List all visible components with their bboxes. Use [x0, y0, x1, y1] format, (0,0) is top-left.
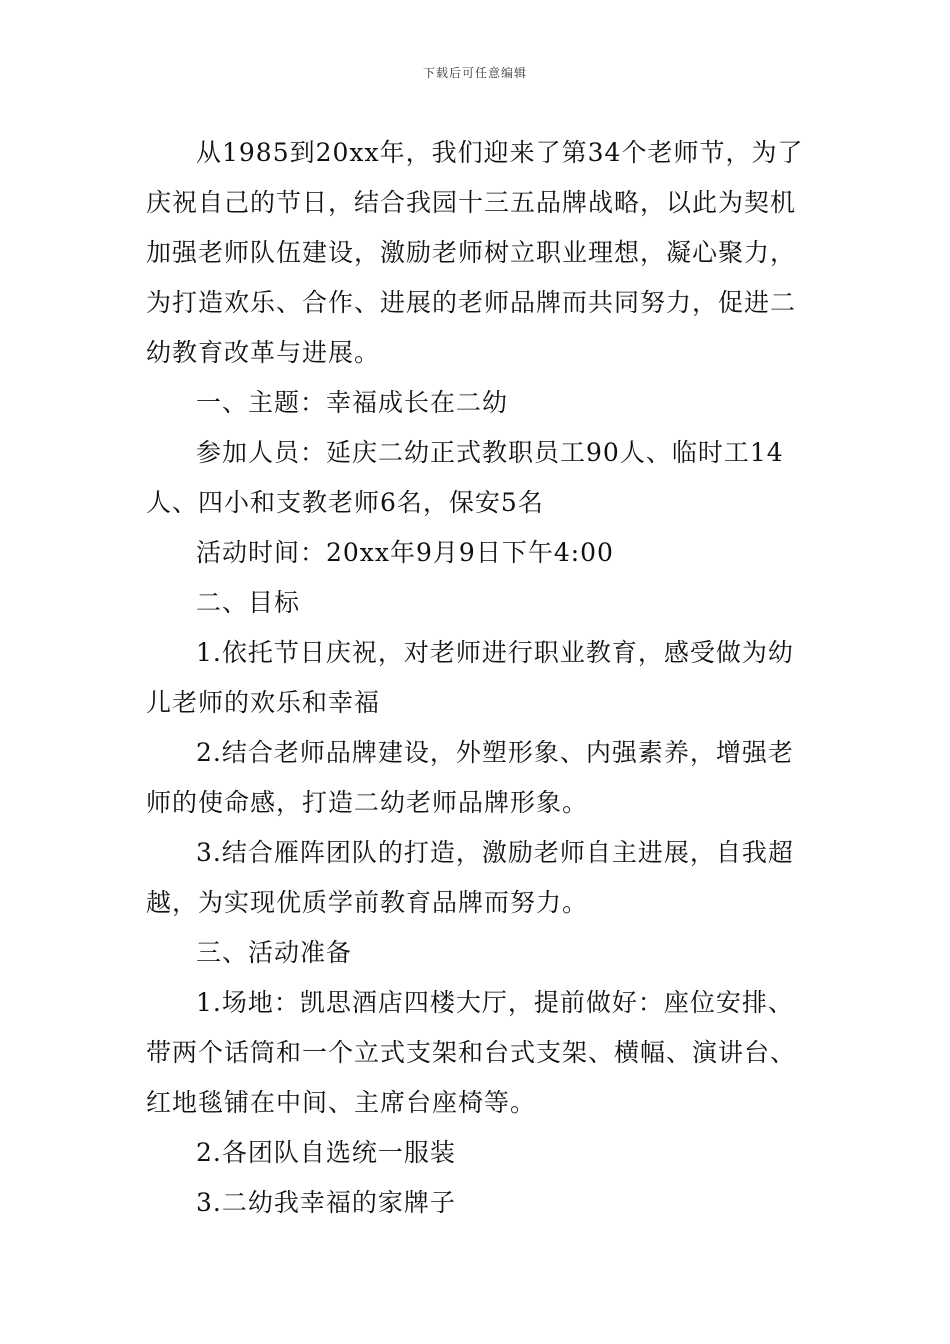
list-item-prep-3: 3.二幼我幸福的家牌子 — [196, 1188, 456, 1217]
list-item-goal-1: 1.依托节日庆祝，对老师进行职业教育，感受做为幼儿老师的欢乐和幸福 — [146, 638, 794, 717]
paragraph-participants: 参加人员：延庆二幼正式教职员工90人、临时工14人、四小和支教老师6名，保安5名 — [146, 438, 784, 517]
list-item-prep-2: 2.各团队自选统一服装 — [196, 1138, 456, 1167]
heading-theme: 一、主题：幸福成长在二幼 — [196, 388, 509, 417]
heading-preparation: 三、活动准备 — [196, 938, 353, 967]
list-item-goal-3: 3.结合雁阵团队的打造，激励老师自主进展，自我超越，为实现优质学前教育品牌而努力。 — [146, 838, 794, 917]
page-header-note: 下载后可任意编辑 — [422, 66, 527, 80]
list-item-goal-2: 2.结合老师品牌建设，外塑形象、内强素养，增强老师的使命感，打造二幼老师品牌形象。 — [146, 738, 794, 817]
document-body — [146, 128, 816, 1228]
heading-goals: 二、目标 — [196, 588, 301, 617]
paragraph-intro: 从1985到20xx年，我们迎来了第34个老师节，为了庆祝自己的节日，结合我园十三五品牌战略，以此为契机加强老师队伍建设，激励老师树立职业理想，凝心聚力，为打造欢乐、合作、进展的老师品牌而共同努力，促进二幼教育改革与进展。 — [146, 138, 804, 367]
list-item-prep-1: 1.场地：凯思酒店四楼大厅，提前做好：座位安排、带两个话筒和一个立式支架和台式支架、横幅、演讲台、红地毯铺在中间、主席台座椅等。 — [146, 988, 797, 1117]
paragraph-time: 活动时间：20xx年9月9日下午4:00 — [196, 538, 614, 567]
